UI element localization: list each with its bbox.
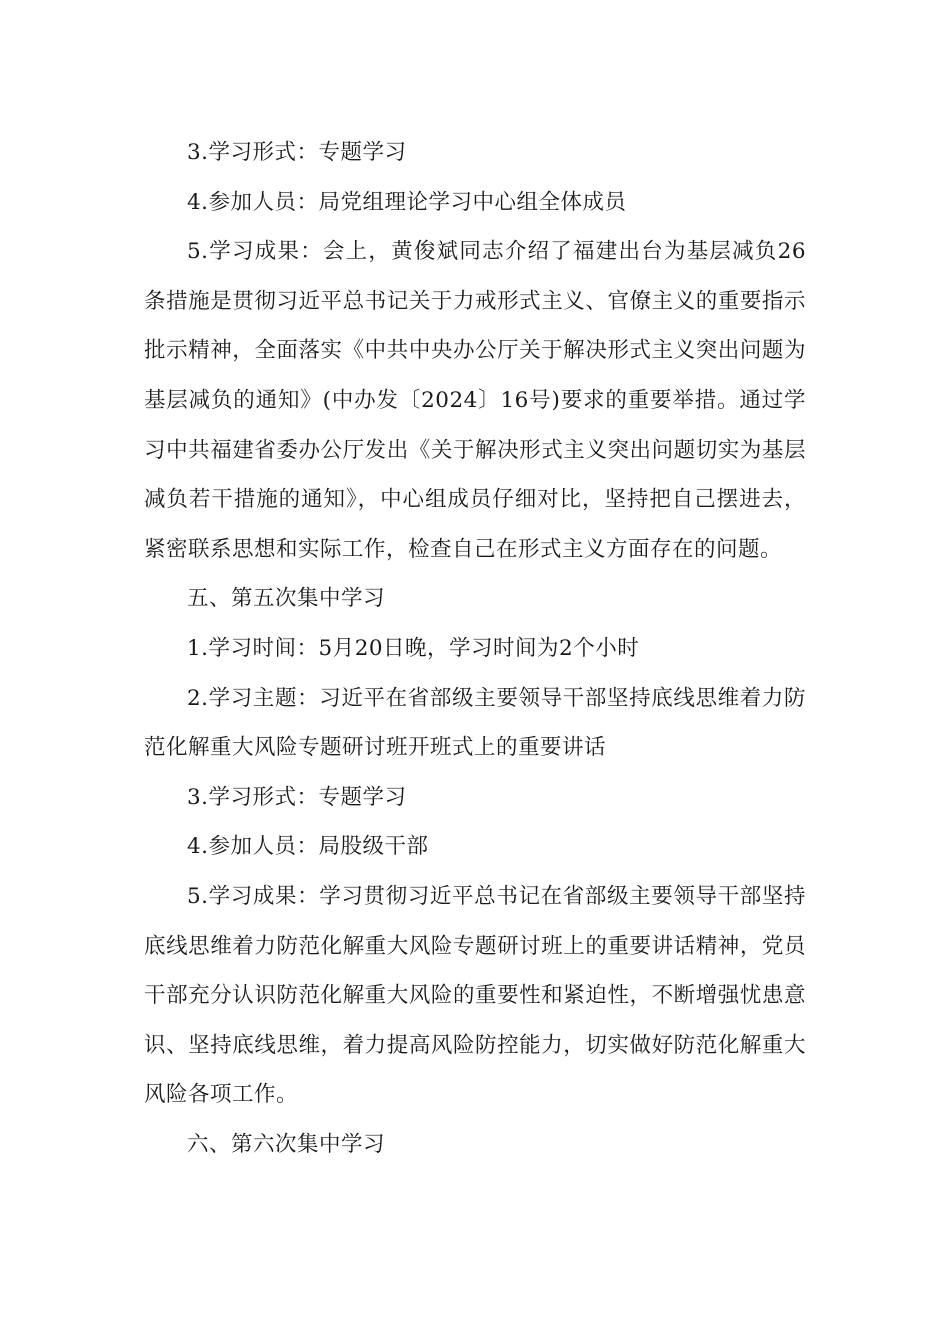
paragraph-study-format-2: 3.学习形式：专题学习: [187, 784, 407, 810]
paragraph-participants: 4.参加人员：局党组理论学习中心组全体成员: [187, 189, 627, 215]
document-page: [144, 128, 806, 1169]
paragraph-study-format: 3.学习形式：专题学习: [187, 140, 407, 165]
paragraph-study-time: 1.学习时间：5月20日晚，学习时间为2个小时: [187, 635, 640, 661]
paragraph-study-results-2: 5.学习成果：学习贯彻习近平总书记在省部级主要领导干部坚持底线思维着力防范化解重大风险专题研讨班上的重要讲话精神，党员干部充分认识防范化解重大风险的重要性和紧迫性，不断增强忧患意识、坚持底线思维，着力提高风险防控能力，切实做好防范化解重大风险各项工作。: [144, 883, 806, 1108]
paragraph-study-results: 5.学习成果：会上，黄俊斌同志介绍了福建出台为基层减负26条措施是贯彻习近平总书记关于力戒形式主义、官僚主义的重要指示批示精神，全面落实《中共中央办公厅关于解决形式主义突出问题为基层减负的通知》(中办发〔2024〕16号)要求的重要举措。通过学习中共福建省委办公厅发出《关于解决形式主义突出问题切实为基层减负若干措施的通知》，中心组成员仔细对比，坚持把自己摆进去，紧密联系思想和实际工作，检查自己在形式主义方面存在的问题。: [144, 239, 806, 562]
paragraph-participants-2: 4.参加人员：局股级干部: [187, 834, 429, 860]
section-heading-sixth-study: 六、第六次集中学习: [187, 1131, 386, 1157]
section-heading-fifth-study: 五、第五次集中学习: [187, 586, 386, 612]
paragraph-study-topic: 2.学习主题：习近平在省部级主要领导干部坚持底线思维着力防范化解重大风险专题研讨班开班式上的重要讲话: [144, 685, 806, 761]
